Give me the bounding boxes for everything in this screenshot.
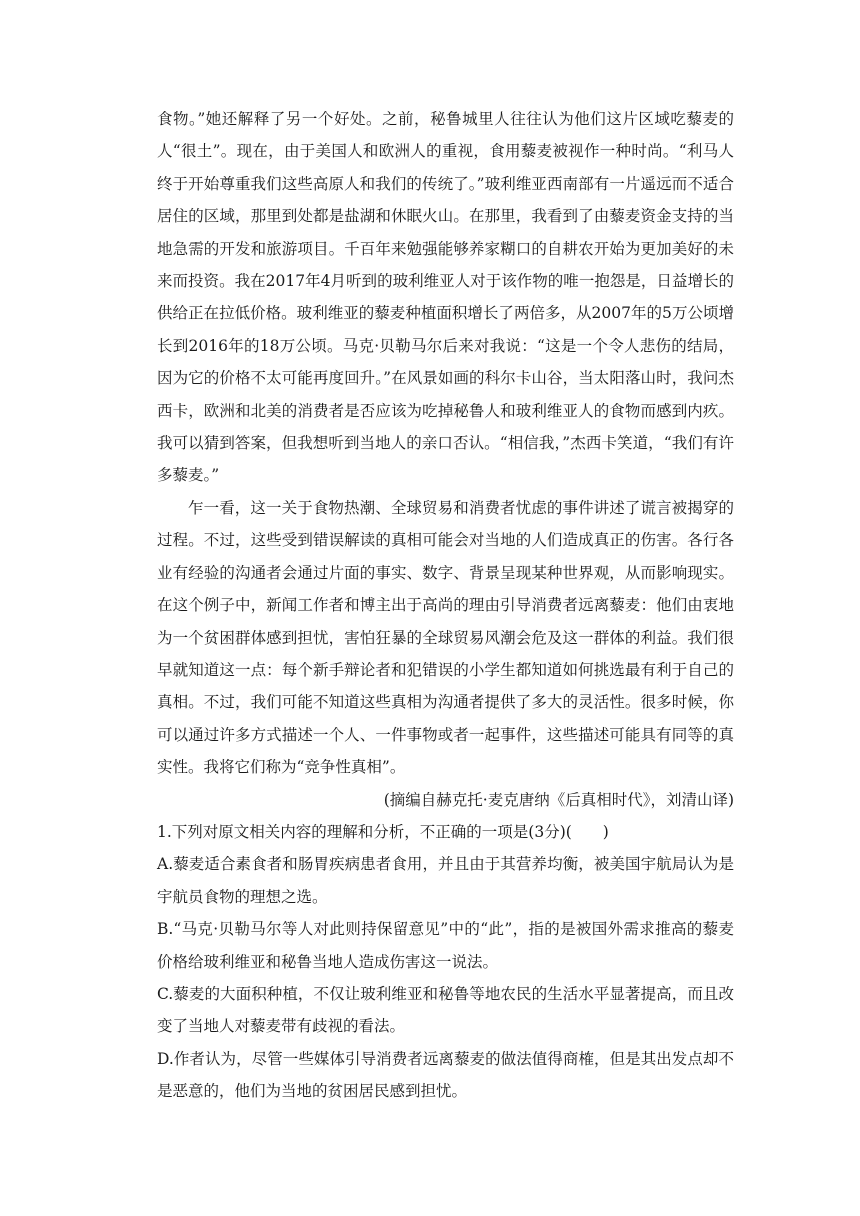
body-paragraph-2: 乍一看，这一关于食物热潮、全球贸易和消费者忧虑的事件讲述了谎言被揭穿的过程。不过，这些受到错误解读的真相可能会对当地的人们造成真正的伤害。各行各业有经验的沟通者会通过片面的事实、数字、背景呈现某种世界观，从而影响现实。在这个例子中，新闻工作者和博主出于高尚的理由引导消费者远离藜麦：他们由衷地为一个贫困群体感到担忧，害怕狂暴的全球贸易风潮会危及这一群体的利益。我们很早就知道这一点：每个新手辩论者和犯错误的小学生都知道如何挑选最有利于自己的真相。不过，我们可能不知道这些真相为沟通者提供了多大的灵活性。很多时候，你可以通过许多方式描述一个人、一件事物或者一起事件，这些描述可能具有同等的真实性。我将它们称为“竞争性真相”。 [157,498,734,777]
option-b: B.“马克·贝勒马尔等人对此则持保留意见”中的“此”，指的是被国外需求推高的藜麦价格给玻利维亚和秘鲁当地人造成伤害这一说法。 [157,920,734,971]
option-c: C.藜麦的大面积种植，不仅让玻利维亚和秘鲁等地农民的生活水平显著提高，而且改变了当地人对藜麦带有歧视的看法。 [157,984,734,1036]
question-stem: 1.下列对原文相关内容的理解和分析，不正确的一项是(3分)( ) [157,822,609,841]
source-citation: (摘编自赫克托·麦克唐纳《后真相时代》，刘清山译) [383,790,734,809]
option-d: D.作者认为，尽管一些媒体引导消费者远离藜麦的做法值得商榷，但是其出发点却不是恶意的，他们为当地的贫困居民感到担忧。 [157,1049,734,1101]
option-a: A.藜麦适合素食者和肠胃疾病患者食用，并且由于其营养均衡，被美国宇航局认为是宇航员食物的理想之选。 [157,855,734,906]
body-paragraph-1: 食物。”她还解释了另一个好处。之前，秘鲁城里人往往认为他们这片区域吃藜麦的人“很土”。现在，由于美国人和欧洲人的重视，食用藜麦被视作一种时尚。“利马人终于开始尊重我们这些高原人和我们的传统了。”玻利维亚西南部有一片遥远而不适合居住的区域，那里到处都是盐湖和休眠火山。在那里，我看到了由藜麦资金支持的当地急需的开发和旅游项目。千百年来勉强能够养家糊口的自耕农开始为更加美好的未来而投资。我在2017年4月听到的玻利维亚人对于该作物的唯一抱怨是，日益增长的供给正在拉低价格。玻利维亚的藜麦种植面积增长了两倍多，从2007年的5万公顷增长到2016年的18万公顷。马克·贝勒马尔后来对我说：“这是一个令人悲伤的结局，因为它的价格不太可能再度回升。”在风景如画的科尔卡山谷，当太阳落山时，我问杰西卡，欧洲和北美的消费者是否应该为吃掉秘鲁人和玻利维亚人的食物而感到内疚。我可以猜到答案，但我想听到当地人的亲口否认。“相信我，”杰西卡笑道，“我们有许多藜麦。” [157,110,734,485]
